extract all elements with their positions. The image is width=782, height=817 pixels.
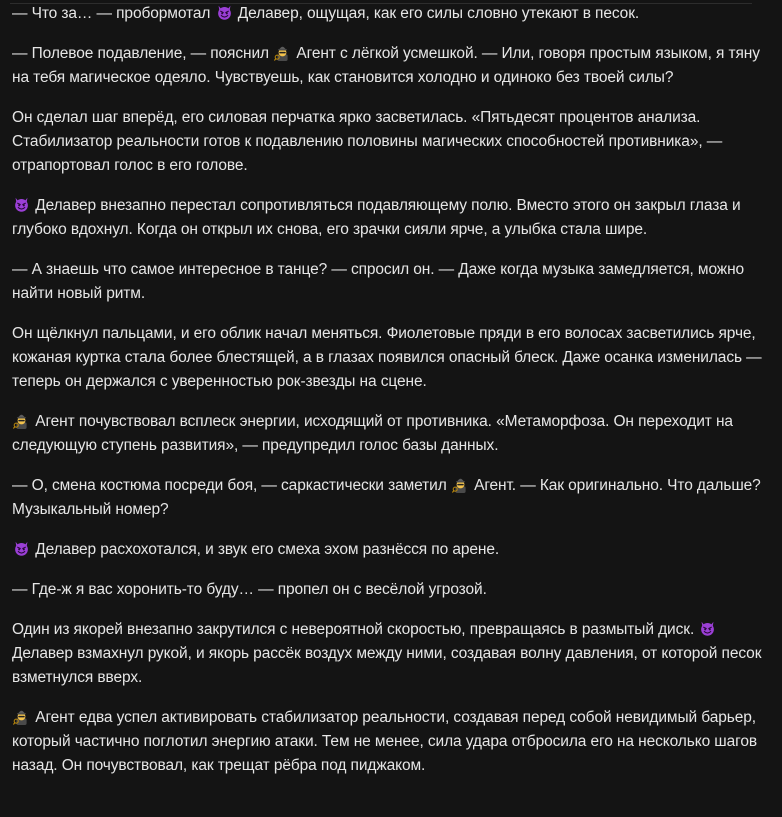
story-paragraph — [12, 578, 764, 602]
spy-detective-icon — [274, 44, 291, 61]
story-text — [12, 2, 764, 794]
paragraph-text: — Где-ж я вас хоронить-то буду… — пропел он с весёлой угрозой. — [12, 581, 487, 598]
paragraph-text: — Полевое подавление, — пояснил — [12, 45, 274, 62]
spy-detective-icon — [13, 412, 30, 429]
paragraph-text: Один из якорей внезапно закрутился с невероятной скоростью, превращаясь в размытый диск. — [12, 621, 699, 638]
story-paragraph — [12, 194, 764, 242]
smiling-devil-icon — [13, 540, 30, 557]
paragraph-text: Агент едва успел активировать стабилизатор реальности, создавая перед собой невидимый барьер, который частично поглотил энергию атаки. Тем не менее, сила удара отбросила его на несколько шагов назад. Он почувствовал, как трещат рёбра под пиджаком. — [12, 709, 758, 774]
smiling-devil-icon — [699, 620, 716, 637]
paragraph-text: Делавер, ощущая, как его силы словно утекают в песок. — [233, 5, 640, 22]
spy-detective-icon — [13, 708, 30, 725]
paragraph-text: Агент. — Как оригинально. Что дальше? Музыкальный номер? — [12, 477, 761, 518]
paragraph-text: Агент почувствовал всплеск энергии, исходящий от противника. «Метаморфоза. Он переходит на следующую ступень развития», — предупредил голос базы данных. — [12, 413, 733, 454]
story-paragraph — [12, 258, 764, 306]
paragraph-text: — А знаешь что самое интересное в танце? — спросил он. — Даже когда музыка замедляется, можно найти новый ритм. — [12, 261, 745, 302]
paragraph-text: — Что за… — пробормотал — [12, 5, 215, 22]
story-paragraph — [12, 474, 764, 522]
story-paragraph — [12, 322, 764, 394]
smiling-devil-icon — [216, 4, 233, 21]
paragraph-text: — О, смена костюма посреди боя, — саркастически заметил — [12, 477, 451, 494]
spy-detective-icon — [452, 476, 469, 493]
paragraph-text: Делавер взмахнул рукой, и якорь рассёк воздух между ними, создавая волну давления, от которой песок взметнулся вверх. — [12, 645, 762, 686]
paragraph-text: Агент с лёгкой усмешкой. — Или, говоря простым языком, я тяну на тебя магическое одеяло. Чувствуешь, как становится холодно и одиноко без твоей силы? — [12, 45, 760, 86]
story-paragraph — [12, 706, 764, 778]
paragraph-text: Делавер расхохотался, и звук его смеха эхом разнёсся по арене. — [31, 541, 500, 558]
smiling-devil-icon — [13, 196, 30, 213]
story-paragraph — [12, 410, 764, 458]
story-paragraph — [12, 538, 764, 562]
paragraph-text: Он щёлкнул пальцами, и его облик начал меняться. Фиолетовые пряди в его волосах засветились ярче, кожаная куртка стала более блестящей, а в глазах появился опасный блеск. Даже осанка изменилась — теперь он держался с уверенностью рок-звезды на сцене. — [12, 325, 762, 390]
story-paragraph — [12, 618, 764, 690]
paragraph-text: Делавер внезапно перестал сопротивляться подавляющему полю. Вместо этого он закрыл глаза и глубоко вдохнул. Когда он открыл их снова, его зрачки сияли ярче, а улыбка стала шире. — [12, 197, 741, 238]
story-paragraph — [12, 2, 764, 26]
story-paragraph — [12, 42, 764, 90]
paragraph-text: Он сделал шаг вперёд, его силовая перчатка ярко засветилась. «Пятьдесят процентов анализа. Стабилизатор реальности готов к подавлению половины магических способностей противника», — отрапортовал голос в его голове. — [12, 109, 723, 174]
story-paragraph — [12, 106, 764, 178]
